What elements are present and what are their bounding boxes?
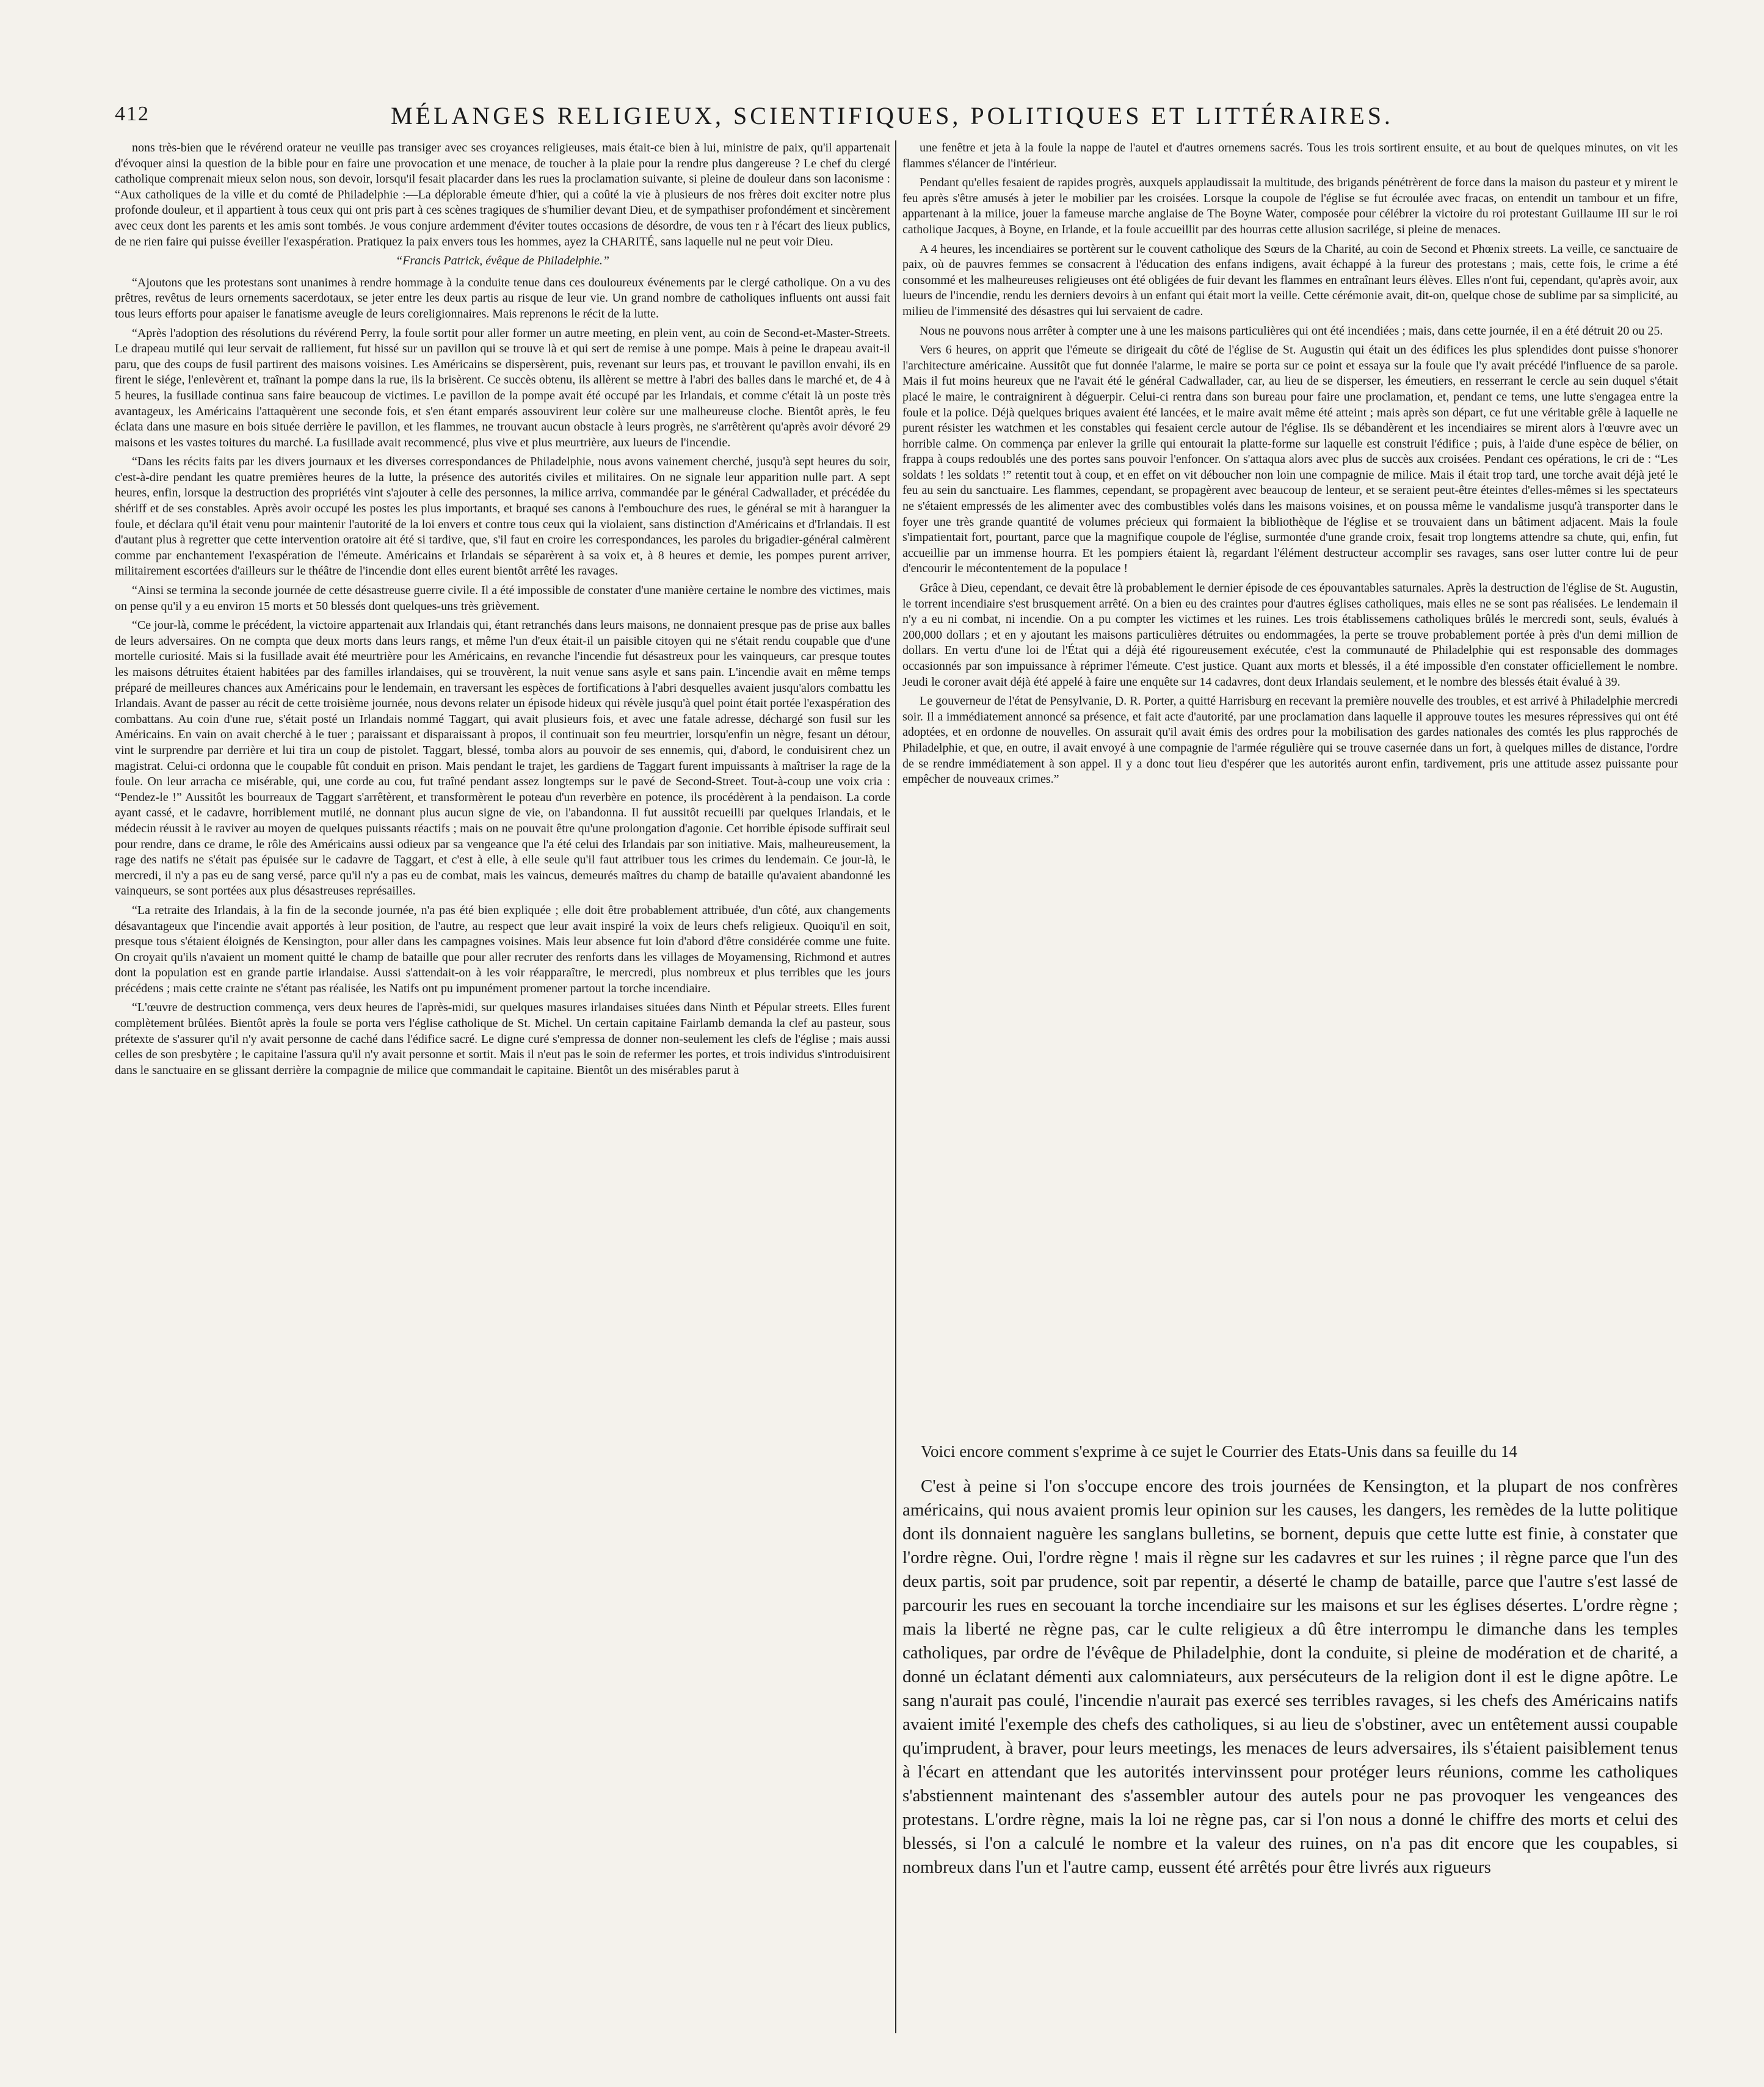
paragraph: “Ajoutons que les protestans sont unanimes à rendre hommage à la conduite tenue dans ces douloureux événements par le clergé catholique. On a vu des prêtres, revêtus de leurs ornements sacerdotaux, se jeter entre les deux partis au risque de leur vie. Un grand nombre de catholiques influents ont aussi fait tous leurs efforts pour apaiser le fanatisme aveugle de leurs coreligionnaires. Mais reprenons le récit de la lutte. xyxy=(115,275,890,321)
bishop-signature: “Francis Patrick, évêque de Philadelphie.” xyxy=(396,254,609,268)
paragraph: “Ainsi se termina la seconde journée de cette désastreuse guerre civile. Il a été impossible de constater d'une manière certaine le nombre des victimes, mais on pense qu'il y a eu environ 15 morts et 50 blessés dont quelques-uns très grièvement. xyxy=(115,584,890,613)
paragraph: Grâce à Dieu, cependant, ce devait être là probablement le dernier épisode de ces épouvantables saturnales. Après la destruction de l'église de St. Augustin, le torrent incendiaire s'est brusquement arrêté. On a bien eu des craintes pour d'autres églises catholiques, mais elles ne se sont pas réalisées. Le lendemain il n'y a eu ni combat, ni incendie. On a pu compter les victimes et les ruines. Les trois établissemens catholiques brûlés le mercredi sont, seuls, évalués à 200,000 dollars ; et en y ajoutant les maisons particulières détruites ou endommagées, la perte se trouve probablement portée à près d'un demi million de dollars. En vertu d'une loi de l'État qui a déjà été rigoureusement exécutée, c'est la communauté de Philadelphie qui est responsable des dommages occasionnés par son impuissance à réprimer l'émeute. C'est justice. Quant aux morts et blessés, il a été impossible d'en constater officiellement le nombre. Jeudi le coroner avait déjà été appelé à faire une enquête sur 14 cadavres, dont deux Irlandais seulement, et le nombre des blessés était évalué à 39. xyxy=(902,581,1678,689)
paragraph: “Ce jour-là, comme le précédent, la victoire appartenait aux Irlandais qui, étant retranchés dans leurs maisons, ne donnaient presque pas de prise aux balles de leurs adversaires. On ne compta que deux morts dans leurs rangs, et même l'un d'eux était-il un paisible citoyen qui ne s'était rendu coupable que d'une mortelle curiosité. Mais si la fusillade avait été meurtrière pour les Américains, en revanche l'incendie fut désastreux pour les vainqueurs, car presque toutes les maisons détruites étaient habitées par des familles irlandaises, qui se trouvèrent, la nuit venue sans asyle et sans pain. L'incendie avait en même temps préparé de meilleures chances aux Américains pour le lendemain, en traversant les espèces de fortifications à l'abri desquelles avaient jusqu'alors combattu les Irlandais. Avant de passer au récit de cette troisième journée, nous devons relater un épisode hideux qui révèle jusqu'à quel point était portée l'exaspération des combattans. Au coin d'une rue, s'était posté un Irlandais nommé Taggart, qui avait plusieurs fois, et avec une fatale adresse, déchargé son fusil sur les Américains. En vain on avait cherché à le tuer ; paraissant et disparaissant à propos, il continuait son feu meurtrier, lorsqu'enfin un nègre, fesant un détour, vint le surprendre par derrière et lui tira un coup de pistolet. Taggart, blessé, tomba alors au pouvoir de ses ennemis, qui, d'abord, le conduisirent chez un magistrat. Celui-ci ordonna que le coupable fût conduit en prison. Mais pendant le trajet, les gardiens de Taggart furent impuissants à maîtriser la rage de la foule. On leur arracha ce misérable, qui, une corde au cou, fut traîné pendant assez longtemps sur le pavé de Second-Street. Tout-à-coup une voix cria : “Pendez-le !” Aussitôt les bourreaux de Taggart s'arrêtèrent, et transformèrent le poteau d'un reverbère en potence, ils procédèrent à la pendaison. La corde ayant cassé, et le cadavre, horriblement mutilé, ne donnant plus aucun signe de vie, on l'abandonna. Il fut aussitôt recueilli par quelques Irlandais, et le médecin réussit à le raviver au moyen de quelques puissants réactifs ; mais on ne pouvait être qu'une prolongation d'agonie. Cet horrible épisode suffirait seul pour rendre, dans ce drame, le rôle des Américains aussi odieux par sa vengeance que l'a été celui des Irlandais par son initiative. Mais, malheureusement, la rage des natifs ne s'était pas épuisée sur le cadavre de Taggart, et c'est à elle, à elle seule qu'il faut attribuer tous les crimes du lendemain. Ce jour-là, le mercredi, il n'y a pas eu de sang versé, parce qu'il n'y a pas eu de combat, mais les vaincus, demeurés maîtres du champ de bataille qu'avaient abandonné les vainqueurs, se sont portées aux plus désastreuses représailles. xyxy=(115,619,890,898)
paragraph: A 4 heures, les incendiaires se portèrent sur le couvent catholique des Sœurs de la Charité, au coin de Second et Phœnix streets. La veille, ce sanctuaire de paix, où de pauvres femmes se consacrent à l'éducation des enfans indigens, avait échappé à la fureur des protestans ; mais, cette fois, le crime a été consommé et les malheureuses religieuses ont été obligées de fuir devant les flammes en entraînant leurs élèves. Elles n'ont fui, cependant, qu'après avoir, aux lueurs de l'incendie, rendu les derniers devoirs à un enfant qui était mort la veille. Cette cérémonie avait, dit-on, quelque chose de sublime par sa simplicité, au milieu de l'immensité des désastres qui lui servaient de cadre. xyxy=(902,242,1678,318)
paragraph: Vers 6 heures, on apprit que l'émeute se dirigeait du côté de l'église de St. Augustin qui était un des édifices les plus splendides dont puisse s'honorer l'architecture américaine. Aussitôt que fut donnée l'alarme, le maire se porta sur ce point et essaya sur la foule que l'y avait précédé l'influence de sa parole. Mais il fut moins heureux que ne l'avait été le général Cadwallader, car, au lieu de se disperser, les émeutiers, en resserrant le cercle au sein duquel s'était placé le maire, le contraignirent à déguerpir. Celui-ci rentra dans son bureau pour faire une proclamation, et, pendant ce tems, une lutte s'engagea entre la foule et la police. Déjà quelques briques avaient été lancées, et le maire avait même été atteint ; mais après son départ, ce fut une véritable grêle à laquelle ne purent résister les watchmen et les constables qui fesaient cercle autour de l'église. Ils se débandèrent et les incendiaires se mirent alors à l'œuvre avec un horrible calme. On commença par enlever la grille qui entourait la platte-forme sur laquelle est construit l'édifice ; puis, à l'aide d'une espèce de bélier, on frappa à coups redoublés une des portes sans pouvoir l'enfoncer. On s'attaqua alors avec plus de succès aux croisées. Pendant ces opérations, le cri de : “Les soldats ! les soldats !” retentit tout à coup, et en effet on vit déboucher non loin une compagnie de milice. Mais il était trop tard, une torche avait déjà jeté le feu au sein du sanctuaire. Les flammes, cependant, se propagèrent avec beaucoup de lenteur, et se seraient peut-être éteintes d'elles-mêmes si les spectateurs ne s'étaient empressés de les alimenter avec des combustibles volés dans les maisons voisines, et on poussa même le vandalisme jusqu'à transporter dans le foyer une très grande quantité de volumes précieux qui formaient la bibliothèque de l'église et se trouvaient dans un bâtiment adjacent. Mais la foule s'impatientait fort, pourtant, parce que la magnifique coupole de l'église, surmontée d'une grande croix, fesait trop longtems attendre sa chute, qui, enfin, fut accueillie par un immense hourra. Et les pompiers étaient là, regardant l'élément destructeur accomplir ses ravages, sans oser lutter contre lui de peur d'encourir le mécontentement de la populace ! xyxy=(902,343,1678,576)
paragraph: Le gouverneur de l'état de Pensylvanie, D. R. Porter, a quitté Harrisburg en recevant la première nouvelle des troubles, et est arrivé à Philadelphie mercredi soir. Il a immédiatement annoncé sa présence, et fait acte d'autorité, par une proclamation dans laquelle il approuve toutes les mesures répressives qui ont été adoptées, et en ordonne de nouvelles. On assurait qu'il avait émis des ordres pour la mobilisation des gardes nationales des comtés les plus rapprochés de Philadelphie, et que, en outre, il avait envoyé à une compagnie de l'armée régulière qui se trouve casernée dans un fort, à quelques milles de distance, l'ordre de se rendre immédiatement à son appel. Il y a donc tout lieu d'espérer que les autorités auront enfin, tardivement, pris une attitude assez puissante pour empêcher de nouveaux crimes.” xyxy=(902,694,1678,786)
courrier-quote-block xyxy=(902,1440,1678,2050)
right-column xyxy=(902,140,1678,1575)
quote-intro: Voici encore comment s'exprime à ce sujet le Courrier des Etats-Unis dans sa feuille du 14 xyxy=(921,1442,1517,1461)
running-title: MÉLANGES RELIGIEUX, SCIENTIFIQUES, POLITIQUES ET LITTÉRAIRES. xyxy=(391,102,1393,129)
paragraph: Nous ne pouvons nous arrêter à compter une à une les maisons particulières qui ont été incendiées ; mais, dans cette journée, il en a été détruit 20 ou 25. xyxy=(920,324,1663,338)
page-number: 412 xyxy=(115,103,150,125)
column-rule xyxy=(895,140,896,2033)
quote-paragraph: C'est à peine si l'on s'occupe encore des trois journées de Kensington, et la plupart de nos confrères américains, qui nous avaient promis leur opinion sur les causes, les dangers, les remèdes de la lutte politique dont ils donnaient naguère les sanglans bulletins, se bornent, depuis que cette lutte est finie, à constater que l'ordre règne. Oui, l'ordre règne ! mais il règne sur les cadavres et sur les ruines ; il règne parce que l'un des deux partis, soit par prudence, soit par repentir, a déserté le champ de bataille, parce que l'autre s'est lassé de parcourir les rues en secouant la torche incendiaire sur les maisons et sur les églises désertes. L'ordre règne ; mais la liberté ne règne pas, car le culte religieux a dû être interrompu le dimanche dans les temples catholiques, par ordre de l'évêque de Philadelphie, dont la conduite, si pleine de modération et de charité, a donné un éclatant démenti aux calomniateurs, aux persécuteurs de la religion dont il est le digne apôtre. Le sang n'aurait pas coulé, l'incendie n'aurait pas exercé ses terribles ravages, si les chefs des Américains natifs avaient imité l'exemple des chefs des catholiques, si au lieu de s'obstiner, avec un entêtement aussi coupable qu'imprudent, à braver, pour leurs meetings, les menaces de leurs adversaires, ils s'étaient paisiblement tenus à l'écart en attendant que les autorités intervinssent pour protéger leurs réunions, comme les catholiques s'abstiennent maintenant des s'assembler autour des autels pour ne pas provoquer les vengeances des protestans. L'ordre règne, mais la loi ne règne pas, car si l'on nous a donné le chiffre des morts et celui des blessés, si l'on a calculé le nombre et la valeur des ruines, on n'a pas dit encore que les coupables, si nombreux dans l'un et l'autre camp, eussent été arrêtés pour être livrés aux rigueurs xyxy=(902,1476,1678,1877)
paragraph: “Après l'adoption des résolutions du révérend Perry, la foule sortit pour aller former un autre meeting, en plein vent, au coin de Second-et-Master-Streets. Le drapeau mutilé qui leur servait de ralliement, fut hissé sur un pavillon qui se trouve là et qui sert de remise à une pompe. Mais à peine le drapeau avait-il paru, que des coups de fusil partirent des maisons voisines. Les Américains se dispersèrent, puis, revenant sur leurs pas, et trouvant le pavillon envahi, ils en firent le siége, l'enlevèrent et, traînant la pompe dans la rue, ils la brisèrent. Ce succès obtenu, ils allèrent se mettre à l'abri des balles dans le marché et, de 4 à 5 heures, la fusillade continua sans faire beaucoup de victimes. Le pavillon de la pompe avait été occupé par les Irlandais, et comme c'était là un poste très avantageux, les Américains l'attaquèrent une seconde fois, et s'en étant emparés assouvirent leur colère sur une malheureuse cloche. Bientôt après, le feu éclata dans une masure en bois située derrière le pavillon, et les flammes, ne trouvant aucun obstacle à leurs progrès, ne s'arrêtèrent qu'après avoir dévoré 29 maisons et les vastes toitures du marché. La fusillade avait recommencé, plus vive et plus meurtrière, aux lueurs de l'incendie. xyxy=(115,326,890,449)
paragraph: “La retraite des Irlandais, à la fin de la seconde journée, n'a pas été bien expliquée ; elle doit être probablement attribuée, d'un côté, aux changements désavantageux que l'incendie avait apportés à leur position, de l'autre, au respect que leur avait inspiré la voix de leurs chefs religieux. Quoiqu'il en soit, presque tous s'étaient éloignés de Kensington, pour aller dans les campagnes voisines. Mais leur absence fut loin d'abord d'être considérée comme une fuite. On croyait qu'ils n'avaient un moment quitté le champ de bataille que pour aller recruter des renforts dans les villages de Moyamensing, Richmond et autres dont la population est en grande partie irlandaise. Aussi s'attendait-on à les voir réapparaître, le mercredi, plus nombreux et plus terribles que les jours précédens ; mais cette crainte ne s'étant pas réalisée, les Natifs ont pu impunément promener partout la torche incendiaire. xyxy=(115,903,890,995)
paragraph: “Dans les récits faits par les divers journaux et les diverses correspondances de Philadelphie, nous avons vainement cherché, jusqu'à sept heures du soir, c'est-à-dire pendant les quatre premières heures de la lutte, la présence des autorités civiles et militaires. On ne signale leur apparition nulle part. A sept heures, enfin, lorsque la destruction des propriétés vint s'ajouter à celle des personnes, la milice arriva, commandée par le général Cadwallader, et précédée du shériff et de ses constables. Après avoir occupé les postes les plus importants, et braqué ses canons à l'embouchure des rues, le général se mit à haranguer la foule, et déclara qu'il était venu pour maintenir l'autorité de la loi envers et contre tous ceux qui la violaient, sans distinction d'Américains et d'Irlandais. Il est d'autant plus à regretter que cette intervention oratoire ait été si tardive, que, s'il faut en croire les correspondances, les paroles du brigadier-général calmèrent comme par enchantement l'exaspération de l'émeute. Américains et Irlandais se séparèrent à sa voix et, à 8 heures et demie, les pompes purent arriver, militairement escortées d'ailleurs sur le théâtre de l'incendie dont elles eurent bientôt arrêté les ravages. xyxy=(115,455,890,578)
paragraph: “L'œuvre de destruction commença, vers deux heures de l'après-midi, sur quelques masures irlandaises situées dans Ninth et Pépular streets. Elles furent complètement brûlées. Bientôt après la foule se porta vers l'église catholique de St. Michel. Un certain capitaine Fairlamb demanda la clef au pasteur, sous prétexte de s'assurer qu'il n'y avait personne de caché dans l'édifice sacré. Le digne curé s'empressa de donner non-seulement les clefs de l'église ; mais aussi celles de son presbytère ; le capitaine l'assura qu'il n'y avait personne et sortit. Mais il n'eut pas le soin de refermer les portes, et trois individus s'introduisirent dans le sanctuaire en se glissant derrière la compagnie de milice que commandait le capitaine. Bientôt un des misérables parut à xyxy=(115,1001,890,1077)
paragraph: Pendant qu'elles fesaient de rapides progrès, auxquels applaudissait la multitude, des brigands pénétrèrent de force dans la maison du pasteur et y mirent le feu après s'être amusés à jeter le mobilier par les croisées. Lorsque la coupole de l'église se fut écroulée avec fracas, on entendit un tambour et un fifre, appartenant à la milice, jouer la fameuse marche anglaise de The Boyne Water, composée pour célébrer la victoire du roi protestant Guillaume III sur le roi catholique Jacques, à Boyne, en Irlande, et la foule accueillit par des hourras cette allusion sacrilége, si pleine de menaces. xyxy=(902,176,1678,236)
paragraph: nons très-bien que le révérend orateur ne veuille pas transiger avec ses croyances religieuses, mais était-ce bien à lui, ministre de paix, qu'il appartenait d'évoquer ainsi la question de la bible pour en faire une provocation et une menace, de toucher à la plaie pour la rendre plus dangereuse ? Le chef du clergé catholique comprenait mieux selon nous, son devoir, lorsqu'il fesait placarder dans les rues la proclamation suivante, si pleine de douleur dans son laconisme : “Aux catholiques de la ville et du comté de Philadelphie :—La déplorable émeute d'hier, qui a coûté la vie à plusieurs de nos frères doit exciter notre plus profonde douleur, et il appartient à tous ceux qui ont pris part à ces scènes tragiques de s'humilier devant Dieu, et de sympathiser profondément et sincèrement avec ceux dont les parents et les amis sont tombés. Je vous conjure ardemment d'éviter toutes occasions de désordre, de vous ten r à l'écart des lieux publics, de ne rien faire qui puisse éveiller l'exaspération. Pratiquez la paix envers tous les hommes, ayez la CHARITÉ, sans laquelle nul ne peut voir Dieu. xyxy=(115,141,890,249)
paragraph: une fenêtre et jeta à la foule la nappe de l'autel et d'autres ornemens sacrés. Tous les trois sortirent ensuite, et au bout de quelques minutes, on vit les flammes s'élancer de l'intérieur. xyxy=(902,141,1678,170)
left-column xyxy=(115,140,890,2033)
